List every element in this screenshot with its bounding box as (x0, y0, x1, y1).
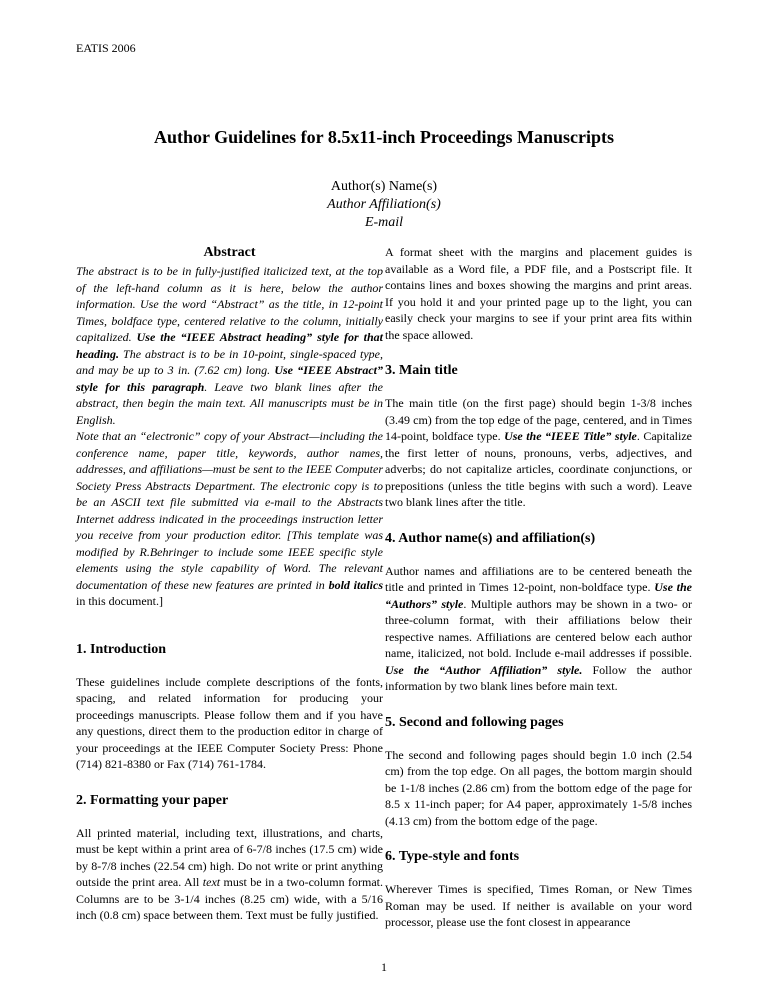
section-4-text (385, 563, 692, 695)
body-text: must be in a two-column format. Columns are to be 3-1/4 inches (8.25 cm) wide, with a 5/16 inch (0.8 cm) space between them. Text must be fully justified. (76, 875, 383, 922)
abstract-style-note: Use “IEEE Abstract” style for this paragraph (76, 363, 383, 394)
abstract-paragraph-2 (76, 428, 383, 610)
abstract-text: The abstract is to be in fully-justified italicized text, at the top of the left-hand column as it is here, below the author information. Use the word “Abstract” as the title, in 12-point Times, boldface type, centered relative to the column, initially capitalized. (76, 264, 383, 344)
section-2-heading: 2. Formatting your paper (76, 792, 229, 808)
style-note: Use the “Author Affiliation” style. (385, 662, 583, 677)
abstract-heading: Abstract (203, 245, 256, 260)
author-email: E-mail (364, 215, 404, 230)
section-5-heading: 5. Second and following pages (385, 714, 564, 730)
running-header: EATIS 2006 (76, 41, 136, 55)
paper-title: Author Guidelines for 8.5x11-inch Proceedings Manuscripts (153, 127, 615, 147)
section-6-text: Wherever Times is specified, Times Roman, or New Times Roman may be used. If neither is available on your word processor, please use the font closest in appearance (385, 882, 692, 929)
body-text: Author names and affiliations are to be centered beneath the title and printed in Times 12-point, non-boldface type. (385, 563, 692, 594)
right-column (385, 244, 692, 931)
left-column (76, 244, 383, 924)
abstract-paragraph-1 (76, 263, 383, 428)
page-number: 1 (381, 960, 387, 974)
abstract-style-note: Use the “IEEE Abstract heading” style for that heading. (76, 330, 383, 361)
section-1-heading: 1. Introduction (76, 641, 166, 657)
section-3-text (385, 395, 692, 511)
section-5-text: The second and following pages should begin 1.0 inch (2.54 cm) from the top edge. On all pages, the bottom margin should be 1-1/8 inches (2.86 cm) from the bottom edge of the page for 8.5 x 11-inch paper; for A4 paper, approximately 1-5/8 inches (4.13 cm) from the bottom edge of the page. (385, 747, 692, 828)
body-text: The main title (on the first page) should begin 1-3/8 inches (3.49 cm) from the top edge of the page, centered, and in Times 14-point, boldface type. (385, 396, 692, 443)
section-4-heading: 4. Author name(s) and affiliation(s) (385, 530, 596, 546)
author-affiliation: Author Affiliation(s) (327, 197, 441, 212)
abstract-bold-term: bold italics (328, 577, 383, 592)
author-name: Author(s) Name(s) (330, 179, 438, 194)
style-note: Use the “Authors” style (385, 580, 693, 611)
italic-term: text (202, 875, 221, 889)
abstract-text: in this document.] (76, 594, 163, 608)
body-text: All printed material, including text, illustrations, and charts, must be kept within a print area of 6-7/8 inches (17.5 cm) wide by 8-7/8 inches (22.54 cm) high. Do not write or print anything outside the print area. All (76, 825, 383, 889)
body-text: . Multiple authors may be shown in a two- or three-column format, with their affiliations below their respective names. Affiliations are centered below each author name, italicized, not bold. Include e-mail addresses if possible. (385, 596, 693, 660)
section-2-text (76, 825, 383, 924)
body-text: . Capitalize the first letter of nouns, pronouns, verbs, adjectives, and adverbs; do not capitalize articles, coordinate conjunctions, or prepositions (unless the title begins with such a word). Leave two blank lines after the title. (385, 429, 692, 509)
abstract-text: The abstract is to be in 10-point, single-spaced type, and may be up to 3 in. (7.62 cm) long. (76, 346, 383, 377)
section-6-heading: 6. Type-style and fonts (385, 849, 520, 864)
style-note: Use the “IEEE Title” style (504, 429, 637, 443)
section-1-text: These guidelines include complete descriptions of the fonts, spacing, and related information for producing your proceedings manuscripts. Please follow them and if you have any questions, direct them to the production editor in charge of your proceedings at the IEEE Computer Society Press: Phone (714) 821-8380 or Fax (714) 761-1784. (76, 674, 383, 771)
author-block (0, 178, 768, 232)
abstract-text: Note that an “electronic” copy of your Abstract—including the conference name, paper title, keywords, author names, addresses, and affiliations—must be sent to the IEEE Computer Society Press Abstracts Department. The electronic copy is to be an ASCII text file submitted via e-mail to the Abstracts Internet address indicated in the proceedings instruction letter you receive from your production editor. [This template was modified by R.Behringer to include some IEEE specific style elements using the style capability of Word. The relevant documentation of these new features are printed in (76, 429, 383, 592)
abstract-text: . Leave two blank lines after the abstract, then begin the main text. All manuscripts must be in English. (76, 379, 384, 427)
format-sheet-paragraph: A format sheet with the margins and placement guides is available as a Word file, a PDF file, and a Postscript file. It contains lines and boxes showing the margins and print areas. If you hold it and your printed page up to the light, you can easily check your margins to see if your print area fits within the space allowed. (385, 245, 692, 342)
section-3-heading: 3. Main title (385, 363, 458, 378)
body-text: Follow the author information by two blank lines before main text. (385, 662, 692, 693)
